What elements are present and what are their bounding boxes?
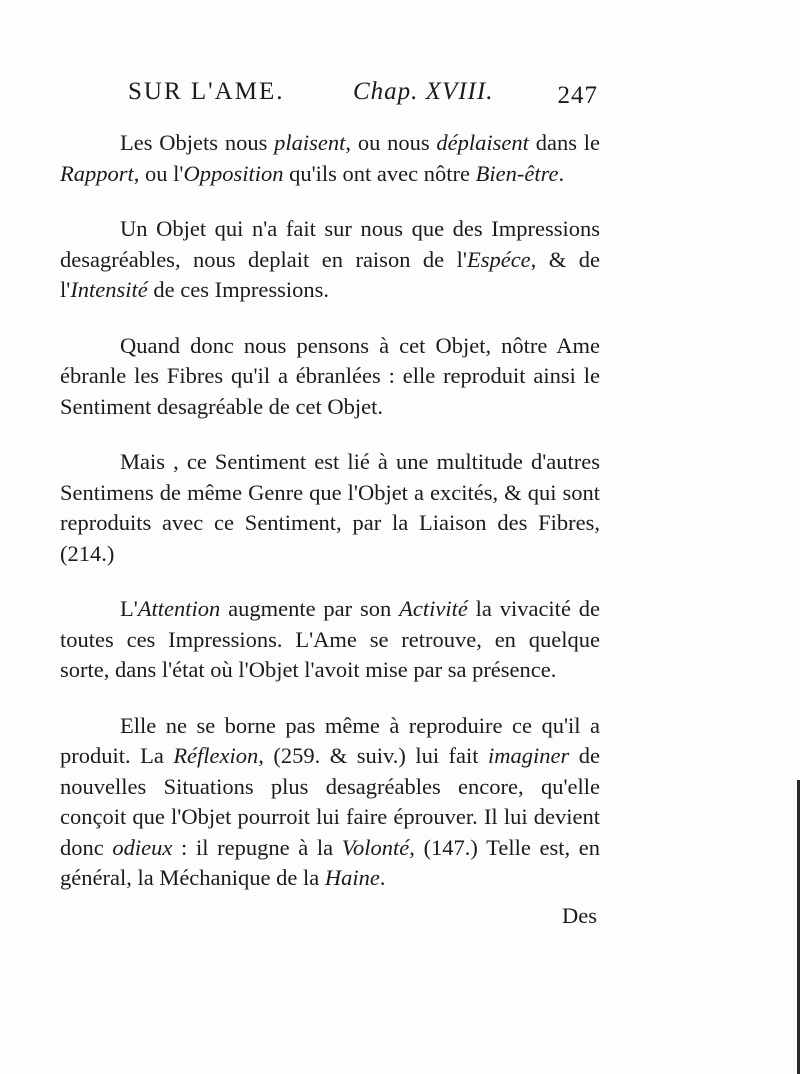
- text-run: augmente par son: [220, 596, 400, 621]
- italic-text: Activité: [399, 596, 468, 621]
- running-header: [128, 78, 598, 118]
- body-text: [60, 128, 600, 919]
- italic-text: déplaisent: [436, 130, 529, 155]
- paragraph: [60, 594, 600, 686]
- text-run: .: [379, 865, 386, 890]
- paragraph: [60, 711, 600, 894]
- italic-text: Rapport: [60, 160, 134, 186]
- text-run: , & de l': [60, 246, 600, 302]
- text-run: Mais , ce Sentiment est lié à une multitude d'autres Sentimens de même Genre que l'Objet a excités, & qui sont reproduits avec ce Sentiment, par la Liaison des Fibres, (214.): [60, 449, 600, 566]
- text-run: Quand donc nous pensons à cet Objet, nôtre Ame ébranle les Fibres qu'il a ébranlées : elle reproduit ainsi le Sentiment desagréable de cet Objet.: [60, 332, 600, 419]
- catchword: Des: [562, 903, 597, 928]
- italic-text: plaisent: [274, 130, 346, 155]
- paragraph: [60, 128, 600, 189]
- text-run: la vivacité de toutes ces Impressions. L'Ame se retrouve, en quelque sorte, dans l'état où l'Objet l'avoit mise par sa présence.: [60, 596, 600, 682]
- paragraph: [60, 214, 600, 306]
- text-run: , ou l': [133, 160, 184, 186]
- chapter-label: Chap. XVIII.: [353, 78, 494, 105]
- italic-text: Espéce: [466, 246, 531, 272]
- text-run: Un Objet qui n'a fait sur nous que des Impressions desagréables, nous deplait en raison de l': [60, 216, 600, 272]
- text-run: L': [120, 596, 138, 621]
- italic-text: odieux: [112, 834, 173, 860]
- paragraph: [60, 447, 600, 569]
- italic-text: Haine: [324, 865, 380, 890]
- text-run: Les Objets nous: [120, 130, 275, 155]
- text-run: dans le: [528, 130, 600, 155]
- italic-text: Volonté: [341, 834, 410, 860]
- italic-text: Intensité: [70, 277, 148, 302]
- text-run: Elle ne se borne pas même à reproduire ce qu'il a produit. La: [60, 712, 600, 768]
- page-number: 247: [557, 82, 598, 109]
- italic-text: Réflexion: [173, 743, 259, 768]
- paragraph: [60, 331, 600, 423]
- text-run: , (147.) Telle est, en général, la Méchanique de la: [60, 834, 600, 890]
- italic-text: Attention: [137, 596, 221, 621]
- italic-text: Opposition: [183, 160, 284, 186]
- text-run: , (259. & suiv.) lui fait: [258, 743, 489, 768]
- text-run: de ces Impressions.: [147, 277, 330, 302]
- text-run: .: [558, 160, 565, 186]
- text-run: qu'ils ont avec nôtre: [283, 160, 476, 186]
- text-run: : il repugne à la: [172, 834, 342, 860]
- text-run: , ou nous: [345, 130, 437, 155]
- italic-text: Bien-être: [475, 160, 559, 186]
- running-title: SUR L'AME.: [128, 78, 285, 105]
- italic-text: imaginer: [488, 743, 570, 768]
- text-run: de nouvelles Situations plus desagréables encore, qu'elle conçoit que l'Objet pourroit lui faire éprouver. Il lui devient donc: [60, 743, 600, 860]
